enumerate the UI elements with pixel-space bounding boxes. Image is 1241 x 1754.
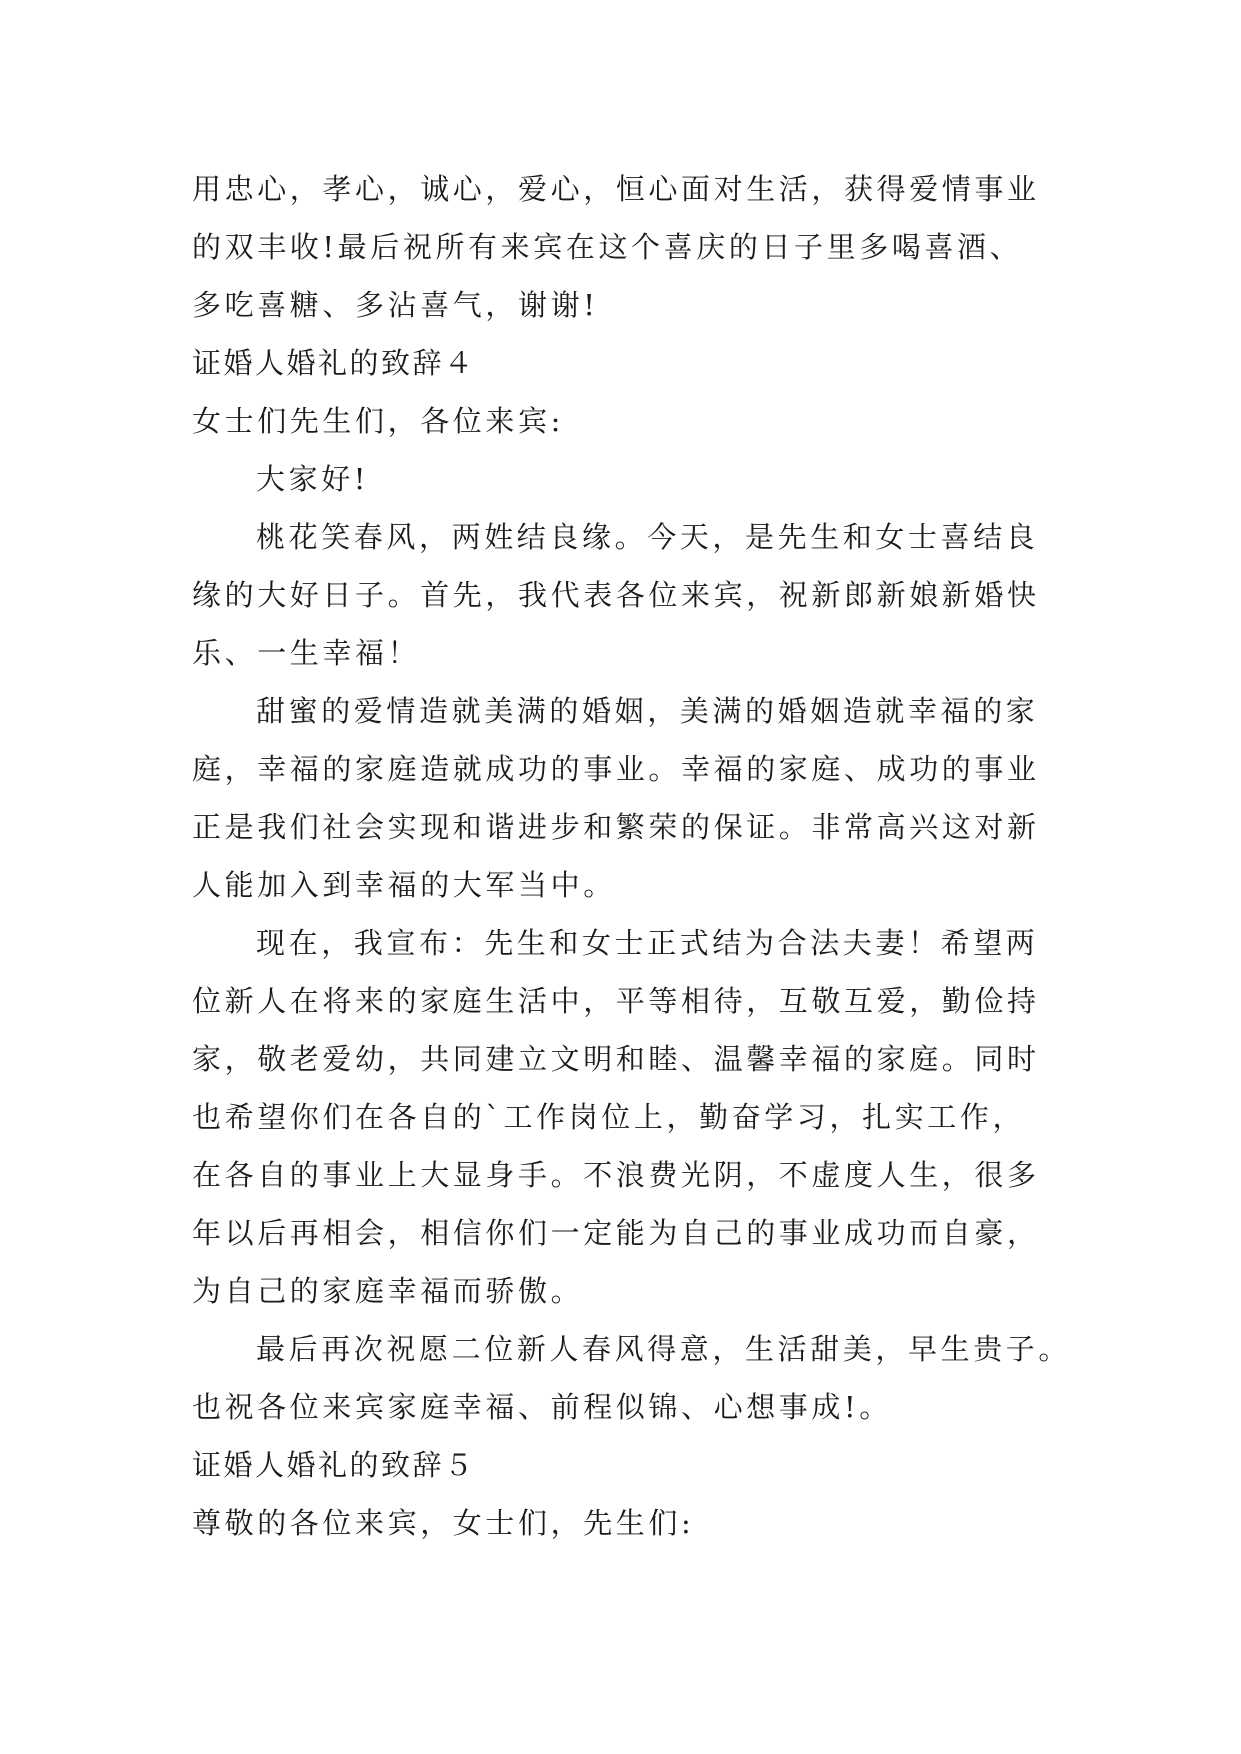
body-line: 多吃喜糖、多沾喜气，谢谢! <box>192 288 599 322</box>
body-line: 为自己的家庭幸福而骄傲。 <box>192 1274 584 1308</box>
body-line: 家，敬老爱幼，共同建立文明和睦、温馨幸福的家庭。同时 <box>192 1042 1040 1076</box>
body-line: 年以后再相会，相信你们一定能为自己的事业成功而自豪， <box>192 1216 1040 1250</box>
body-line: 也希望你们在各自的`工作岗位上，勤奋学习，扎实工作， <box>192 1100 1026 1134</box>
paragraph-start-line: 最后再次祝愿二位新人春风得意，生活甜美，早生贵子。 <box>256 1332 1072 1366</box>
salutation-line: 女士们先生们，各位来宾: <box>192 404 564 438</box>
body-line: 用忠心，孝心，诚心，爱心，恒心面对生活，获得爱情事业 <box>192 172 1040 206</box>
paragraph-start-line: 甜蜜的爱情造就美满的婚姻，美满的婚姻造就幸福的家 <box>256 694 1039 728</box>
body-line: 缘的大好日子。首先，我代表各位来宾，祝新郎新娘新婚快 <box>192 578 1040 612</box>
section-heading: 证婚人婚礼的致辞５ <box>192 1448 476 1482</box>
body-line: 位新人在将来的家庭生活中，平等相待，互敬互爱，勤俭持 <box>192 984 1040 1018</box>
body-line: 乐、一生幸福！ <box>192 636 421 670</box>
body-line: 也祝各位来宾家庭幸福、前程似锦、心想事成!。 <box>192 1390 892 1424</box>
greeting-line: 大家好! <box>256 462 370 496</box>
body-line: 庭，幸福的家庭造就成功的事业。幸福的家庭、成功的事业 <box>192 752 1040 786</box>
body-line: 的双丰收!最后祝所有来宾在这个喜庆的日子里多喝喜酒、 <box>192 230 1023 264</box>
salutation-line: 尊敬的各位来宾，女士们，先生们: <box>192 1506 695 1540</box>
section-heading: 证婚人婚礼的致辞４ <box>192 346 476 380</box>
document-body <box>192 160 1072 1552</box>
paragraph-start-line: 现在，我宣布：先生和女士正式结为合法夫妻！希望两 <box>256 926 1039 960</box>
body-line: 人能加入到幸福的大军当中。 <box>192 868 616 902</box>
body-line: 在各自的事业上大显身手。不浪费光阴，不虚度人生，很多 <box>192 1158 1040 1192</box>
paragraph-start-line: 桃花笑春风，两姓结良缘。今天，是先生和女士喜结良 <box>256 520 1039 554</box>
body-line: 正是我们社会实现和谐进步和繁荣的保证。非常高兴这对新 <box>192 810 1040 844</box>
